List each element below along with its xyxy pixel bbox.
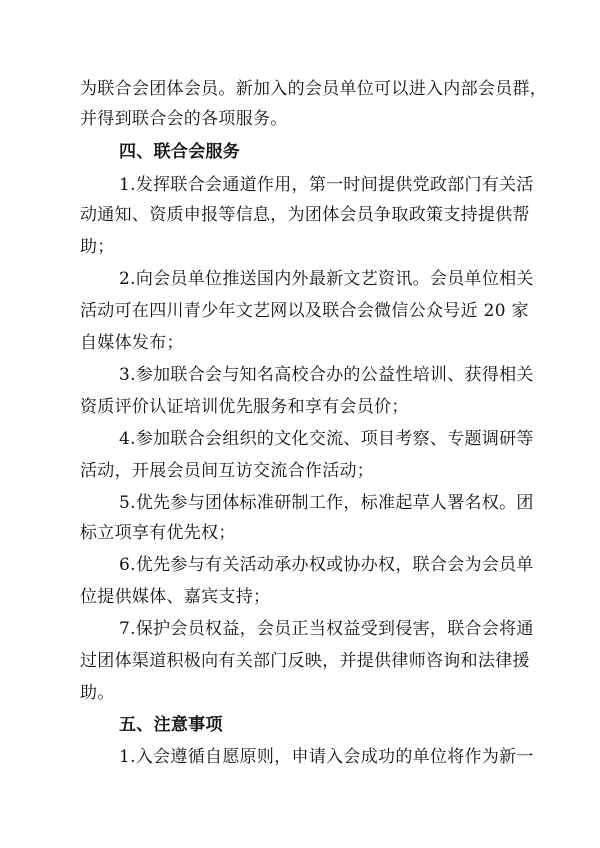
list-item-line: 活动，开展会员间互访交流合作活动；	[80, 461, 375, 481]
list-item-line: 4.参加联合会组织的文化交流、项目考察、专题调研等	[119, 429, 534, 449]
list-item-line: 位提供媒体、嘉宾支持；	[80, 587, 271, 607]
section-heading: 四、联合会服务	[119, 142, 241, 162]
list-item-line: 5.优先参与团体标准研制工作，标准起草人署名权。团	[119, 493, 534, 513]
intro-line: 为联合会团体会员。新加入的会员单位可以进入内部会员群，	[80, 79, 548, 99]
list-item-line: 过团体渠道积极向有关部门反映，并提供律师咨询和法律援	[80, 651, 530, 671]
list-item-line: 3.参加联合会与知名高校合办的公益性培训、获得相关	[119, 365, 534, 385]
list-item-line: 2.向会员单位推送国内外最新文艺资讯。会员单位相关	[119, 269, 534, 289]
list-item-line: 7.保护会员权益，会员正当权益受到侵害，联合会将通	[119, 619, 534, 639]
list-item-line: 资质评价认证培训优先服务和享有会员价；	[80, 397, 409, 417]
list-item-line: 助；	[80, 237, 115, 257]
list-item-line: 1.发挥联合会通道作用，第一时间提供党政部门有关活	[119, 175, 534, 195]
intro-line: 并得到联合会的各项服务。	[80, 109, 288, 129]
section-heading: 五、注意事项	[119, 715, 223, 735]
list-item-line: 1.入会遵循自愿原则，申请入会成功的单位将作为新一	[119, 747, 534, 767]
list-item-line: 活动可在四川青少年文艺网以及联合会微信公众号近 20 家	[80, 301, 529, 321]
list-item-line: 动通知、资质申报等信息，为团体会员争取政策支持提供帮	[80, 205, 530, 225]
list-item-line: 标立项享有优先权；	[80, 523, 236, 543]
list-item-line: 助。	[80, 683, 115, 703]
list-item-line: 6.优先参与有关活动承办权或协办权，联合会为会员单	[119, 555, 534, 575]
list-item-line: 自媒体发布；	[80, 333, 184, 353]
